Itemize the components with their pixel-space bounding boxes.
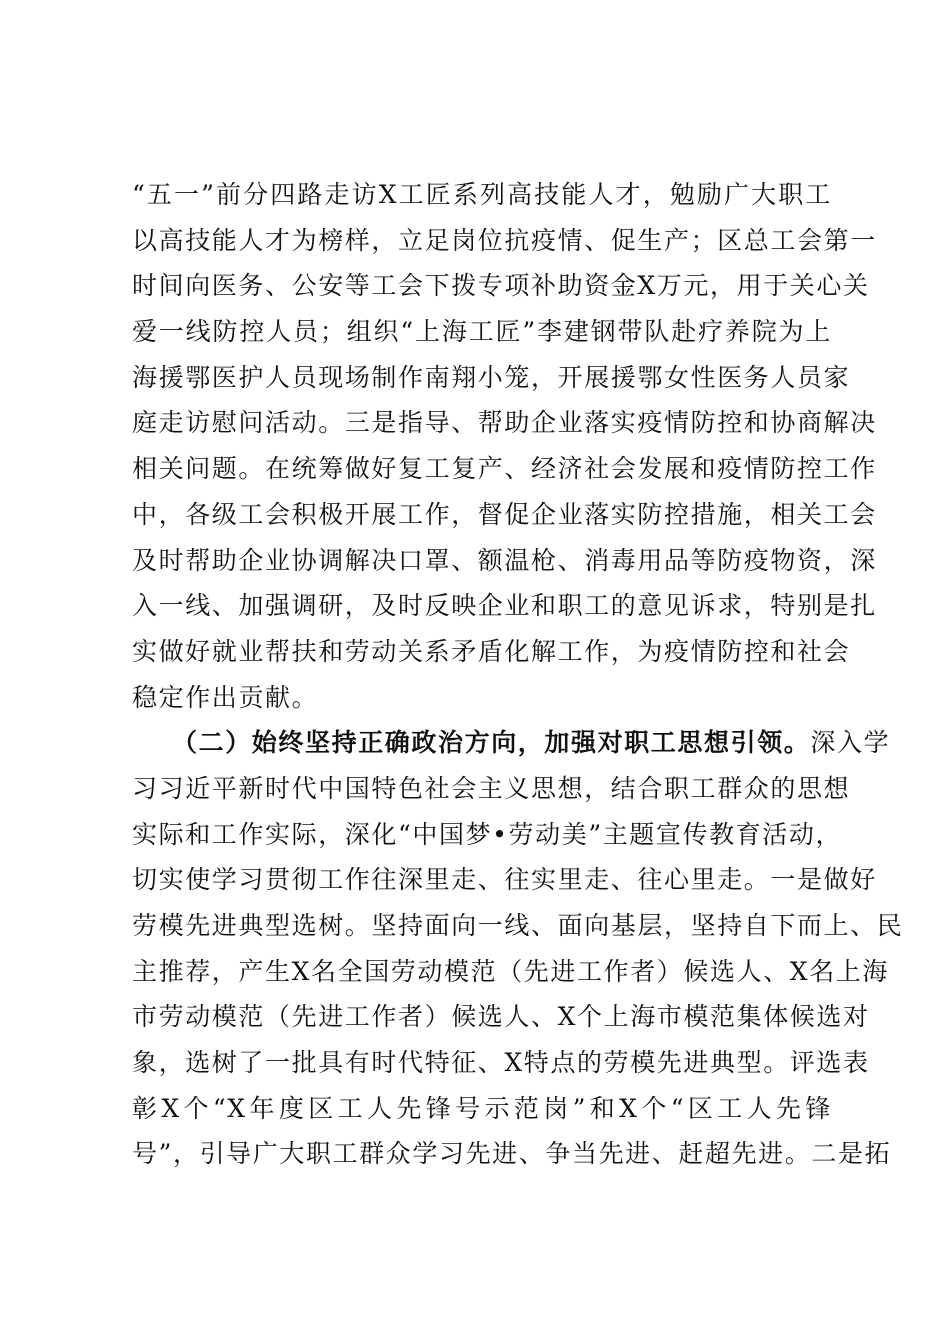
text-line: 稳定作出贡献。 [132,682,319,712]
text-line: 相关问题。在统筹做好复工复产、经济社会发展和疫情防控工作 [132,454,877,484]
text-line [132,720,891,766]
document-body [132,172,904,1177]
text-line: 劳模先进典型选树。坚持面向一线、面向基层，坚持自下而上、民 [132,911,904,940]
text-line: 时间向医务、公安等工会下拨专项补助资金X万元，用于关心关 [132,271,870,301]
text-line: “五一”前分四路走访X工匠系列高技能人才，勉励广大职工 [132,180,832,209]
text-line: 入一线、加强调研，及时反映企业和职工的意见诉求，特别是扎 [132,591,877,621]
text-line: 海援鄂医护人员现场制作南翔小笼，开展援鄂女性医务人员家 [132,362,851,392]
paragraph-1 [132,172,877,720]
section-heading: （二）始终坚持正确政治方向，加强对职工思想引领。 [172,728,811,758]
text-span: 深入学 [810,728,891,758]
text-line: 彰X个“X年度区工人先锋号示范岗”和X个“区工人先锋 [132,1093,832,1123]
paragraph-2 [132,720,904,1177]
text-line: 象，选树了一批具有时代特征、X特点的劳模先进典型。评选表 [132,1048,870,1078]
text-line: 庭走访慰问活动。三是指导、帮助企业落实疫情防控和协商解决 [132,408,877,438]
text-line: 以高技能人才为榜样，立足岗位抗疫情、促生产；区总工会第一 [132,225,877,255]
text-line: 主推荐，产生X名全国劳动模范（先进工作者）候选人、X名上海 [132,956,889,986]
text-line: 及时帮助企业协调解决口罩、额温枪、消毒用品等防疫物资，深 [132,545,877,575]
text-line: 习习近平新时代中国特色社会主义思想，结合职工群众的思想 [132,773,851,803]
text-line: 爱一线防控人员；组织“上海工匠”李建钢带队赴疗养院为上 [132,317,832,347]
text-line: 实做好就业帮扶和劳动关系矛盾化解工作，为疫情防控和社会 [132,636,851,666]
text-line: 号”，引导广大职工群众学习先进、争当先进、赶超先进。二是拓 [132,1139,892,1169]
text-line: 实际和工作实际，深化“中国梦•劳动美”主题宣传教育活动， [132,819,843,849]
text-line: 市劳动模范（先进工作者）候选人、X个上海市模范集体候选对 [132,1002,870,1032]
text-line: 切实使学习贯彻工作往深里走、往实里走、往心里走。一是做好 [132,865,877,895]
text-line: 中，各级工会积极开展工作，督促企业落实防控措施，相关工会 [132,499,877,529]
